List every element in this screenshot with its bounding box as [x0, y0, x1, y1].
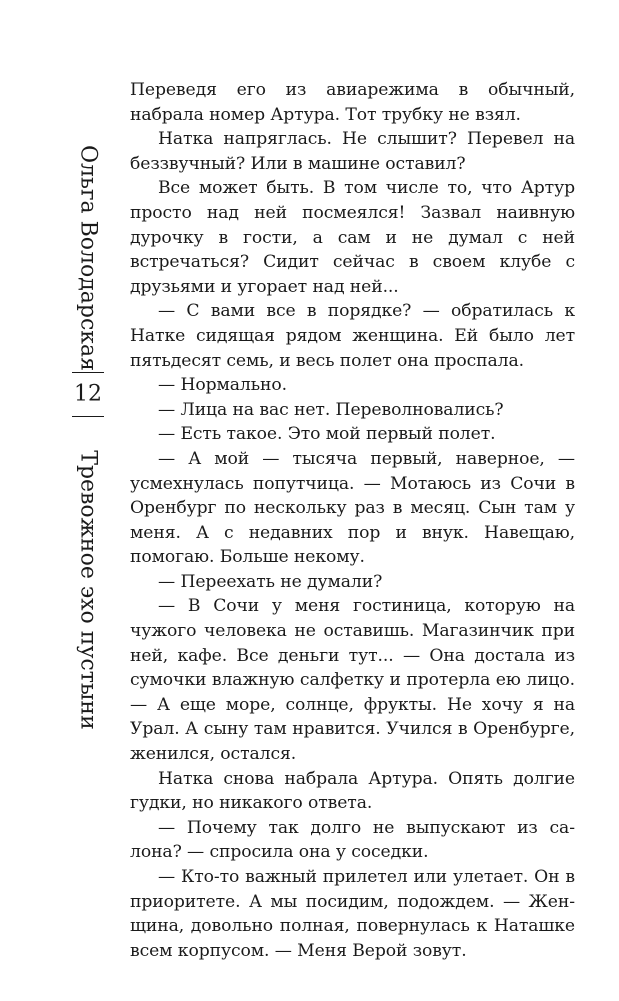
- book-title: Тревожное эхо пустыни: [75, 450, 101, 730]
- body-text: [130, 78, 575, 963]
- paragraph: — Переехать не думали?: [158, 571, 383, 592]
- paragraph: Все может быть. В том числе то, что Артур просто над ней посмеялся! Зазвал наивную дурочку в гости, а сам и не думал с ней встречаться? Сидит сейчас в своем клубе с друзьями и угорает над ней...: [130, 178, 575, 297]
- author-name: Ольга Володарская: [75, 144, 101, 372]
- paragraph: — А мой — тысяча первый, наверное, — усмехнулась попутчица. — Мотаюсь из Сочи в Оренбург по нескольку раз в месяц. Сын там у меня. А с недавних пор и внук. Навещаю, помогаю. Больше некому.: [130, 448, 575, 568]
- paragraph: Переведя его из авиарежима в обычный, набрала номер Артура. Тот трубку не взял.: [130, 80, 575, 125]
- page-number: 12: [74, 381, 102, 407]
- paragraph: — Кто-то важный прилетел или улетает. Он в приоритете. А мы посидим, подождем. — Женщина, довольно полная, повернулась к Наташке всем корпусом. — Меня Верой зовут.: [130, 867, 575, 961]
- paragraph: — С вами все в порядке? — обратилась к Натке сидящая рядом женщина. Ей было лет пятьдесят семь, и весь полет она проспала.: [130, 301, 575, 371]
- paragraph: — Есть такое. Это мой первый полет.: [158, 424, 496, 445]
- running-head: [62, 144, 114, 748]
- paragraph: Натка снова набрала Артура. Опять долгие гудки, но никакого ответа.: [130, 768, 575, 814]
- paragraph: — Лица на вас нет. Переволновались?: [158, 399, 504, 420]
- paragraph: — Почему так долго не выпускают из салона? — спросила она у соседки.: [130, 817, 575, 863]
- divider-top: [72, 372, 104, 373]
- paragraph: — Нормально.: [158, 375, 287, 396]
- divider-bottom: [72, 416, 104, 417]
- paragraph: — В Сочи у меня гостиница, которую на чужого человека не оставишь. Магазинчик при ней, кафе. Все деньги тут... — Она достала из сумочки влажную салфетку и протерла ею лицо. — А еще море, солнце, фрукты. Не хочу я на Урал. А сыну там нравится. Учился в Оренбурге, женился, остался.: [130, 596, 575, 765]
- paragraph: Натка напряглась. Не слышит? Перевел на беззвучный? Или в машине оставил?: [130, 129, 575, 174]
